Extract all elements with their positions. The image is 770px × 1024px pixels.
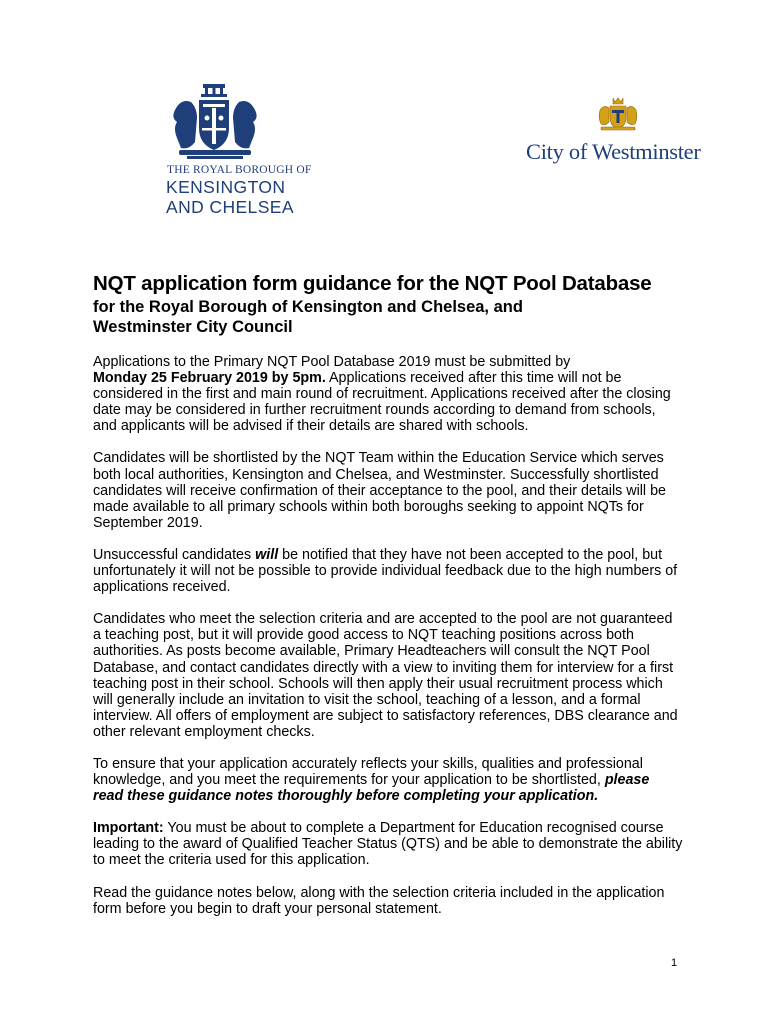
rbkc-logo-line2: KENSINGTON xyxy=(166,177,286,197)
page-number: 1 xyxy=(671,957,678,969)
guidance-text: To ensure that your application accurately reflects your skills, qualities and professional knowledge, and you meet the requirements for your application to be shortlisted, xyxy=(93,755,643,789)
rbkc-crest-icon xyxy=(167,82,263,162)
paragraph-deadline xyxy=(93,354,683,434)
deadline-intro: Applications to the Primary NQT Pool Database 2019 must be submitted by xyxy=(93,354,571,370)
deadline-details: Applications received after this time will not be considered in the first and main round of recruitment. Applications received after the closing date may be considered in further recruitment rounds according to demand from schools, and applicants will be advised if their details are shared with schools. xyxy=(93,370,671,435)
document-subtitle: for the Royal Borough of Kensington and Chelsea, and Westminster City Council xyxy=(93,298,523,336)
paragraph-unsuccessful xyxy=(93,547,683,595)
important-text: You must be about to complete a Department for Education recognised course leading to the award of Qualified Teacher Status (QTS) and be able to demonstrate the ability to meet the criteria used for this application. xyxy=(93,820,683,869)
westminster-crest-icon xyxy=(597,96,639,132)
important-label: Important: xyxy=(93,820,164,837)
paragraph-shortlisting: Candidates will be shortlisted by the NQT Team within the Education Service which serves both local authorities, Kensington and Chelsea, and Westminster. Successfully shortlisted candidates will receive confirmation of their acceptance to the pool, and their details will be made available to all primary schools within both boroughs seeking to appoint NQTs for September 2019. xyxy=(93,450,666,531)
guidance-emphasis: please read these guidance notes thoroughly before completing your application. xyxy=(93,772,650,805)
paragraph-important xyxy=(93,820,683,868)
document-body xyxy=(93,354,683,933)
unsuccessful-end: be notified that they have not been accepted to the pool, but unfortunately it will not be possible to provide individual feedback due to the high numbers of applications received. xyxy=(93,546,678,596)
rbkc-logo-line3: AND CHELSEA xyxy=(166,197,294,217)
document-title: NQT application form guidance for the NQT Pool Database xyxy=(93,272,652,295)
unsuccessful-start: Unsuccessful candidates xyxy=(93,546,256,563)
westminster-logo xyxy=(597,96,639,137)
paragraph-selection: Candidates who meet the selection criteria and are accepted to the pool are not guaranteed a teaching post, but it will provide good access to NQT teaching positions across both authorities. As posts become available, Primary Headteachers will consult the NQT Pool Database, and contact candidates directly with a view to inviting them for interview for a first teaching post in their school. Schools will then apply their usual recruitment process which will generally include an invitation to visit the school, teaching of a lesson, and a formal interview. All offers of employment are subject to satisfactory references, DBS clearance and other relevant employment checks. xyxy=(93,611,678,740)
paragraph-read-notes: Read the guidance notes below, along with the selection criteria included in the application form before you begin to draft your personal statement. xyxy=(93,884,665,917)
unsuccessful-emphasis: will xyxy=(255,546,279,563)
rbkc-logo xyxy=(165,82,275,162)
deadline-date: Monday 25 February 2019 by 5pm. xyxy=(93,370,326,387)
rbkc-logo-line1: THE ROYAL BOROUGH OF xyxy=(167,164,312,176)
paragraph-guidance xyxy=(93,756,683,804)
westminster-logo-text: City of Westminster xyxy=(526,139,701,164)
